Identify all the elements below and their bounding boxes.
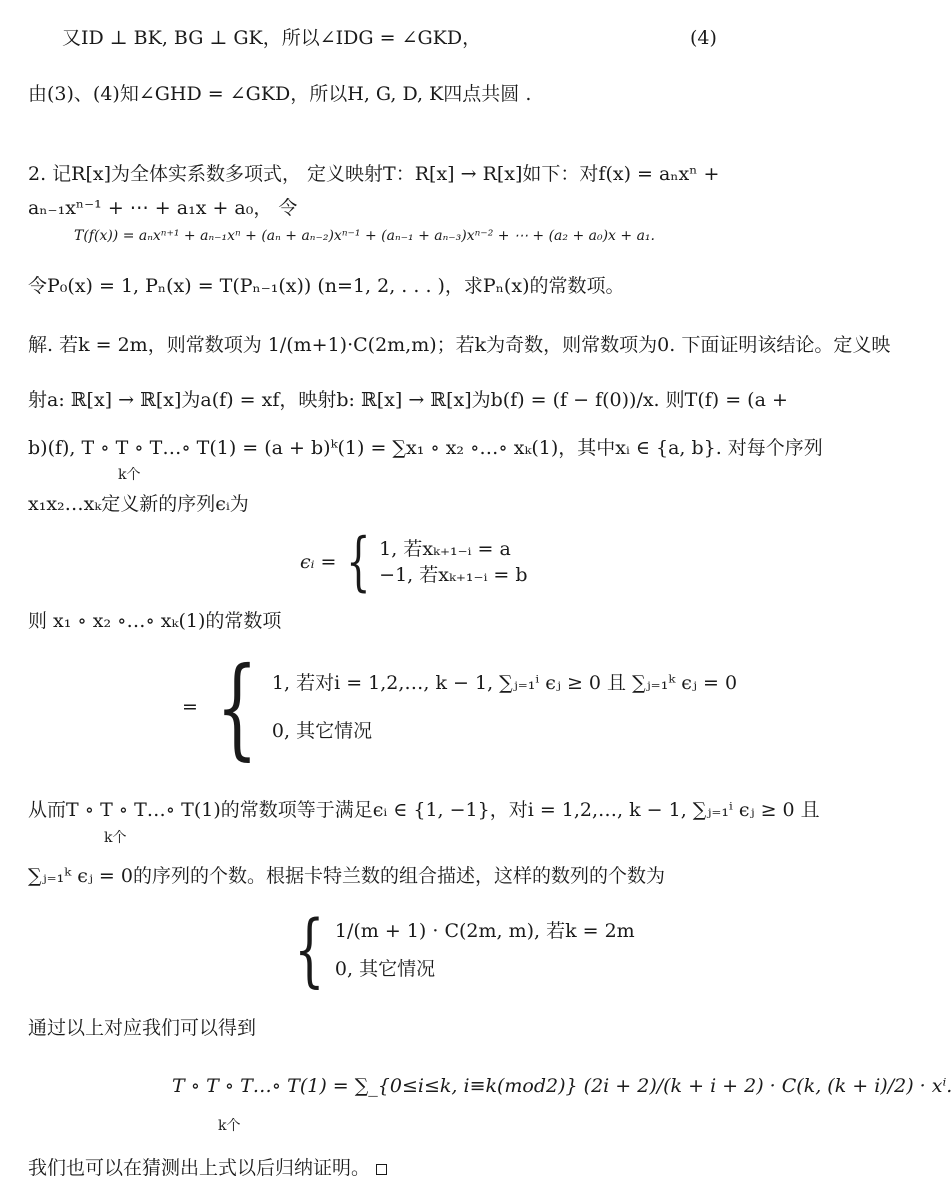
solution-line-4: x₁x₂…xₖ定义新的序列ϵᵢ为 <box>28 493 249 515</box>
problem-2-question: 令P₀(x) = 1, Pₙ(x) = T(Pₙ₋₁(x)) (n=1, 2, . . . )，求Pₙ(x)的常数项。 <box>28 275 625 297</box>
equation-tag-4: (4) <box>690 27 717 49</box>
solution-line-5: 则 x₁ ∘ x₂ ∘…∘ xₖ(1)的常数项 <box>28 610 282 632</box>
catalan-case-2: 0, 其它情况 <box>334 958 436 980</box>
underbrace-k-label-3: k个 <box>218 1118 241 1134</box>
constant-term-cases <box>182 643 738 771</box>
problem-2-polynomial: aₙ₋₁xⁿ⁻¹ + ⋯ + a₁x + a₀， 令 <box>28 197 298 219</box>
problem-2-statement: 2. 记R[x]为全体实系数多项式， 定义映射T：R[x] → R[x]如下：对f(x) = aₙxⁿ + <box>28 163 720 185</box>
left-brace-catalan: { <box>294 903 325 996</box>
solution-line-6: 从而T ∘ T ∘ T…∘ T(1)的常数项等于满足ϵᵢ ∈ {1, −1}，对i = 1,2,…, k − 1, ∑ⱼ₌₁ⁱ ϵⱼ ≥ 0 且 <box>28 799 820 821</box>
epsilon-definition <box>300 525 528 599</box>
catalan-cases <box>284 903 635 996</box>
underbrace-k-label-1: k个 <box>118 467 141 483</box>
constant-case-2: 0, 其它情况 <box>271 720 373 742</box>
underbrace-k-label-2: k个 <box>104 830 127 846</box>
left-brace: { <box>346 525 372 599</box>
left-brace-large: { <box>215 643 258 771</box>
constant-eq-sign: = <box>182 696 198 718</box>
solution-line-3: b)(f), T ∘ T ∘ T…∘ T(1) = (a + b)ᵏ(1) = ∑x₁ ∘ x₂ ∘…∘ xₖ(1)，其中xᵢ ∈ {a, b}. 对每个序列 <box>28 437 823 459</box>
map-t-definition: T(f(x)) = aₙxⁿ⁺¹ + aₙ₋₁xⁿ + (aₙ + aₙ₋₂)xⁿ⁻¹ + (aₙ₋₁ + aₙ₋₃)xⁿ⁻² + ⋯ + (a₂ + a₀)x + a₁. <box>74 228 655 244</box>
catalan-case-1: 1/(m + 1) · C(2m, m), 若k = 2m <box>334 920 635 942</box>
text-line-1: 又ID ⊥ BK, BG ⊥ GK，所以∠IDG = ∠GKD， <box>62 27 482 49</box>
conclusion-text: 我们也可以在猜测出上式以后归纳证明。 <box>28 1157 371 1179</box>
epsilon-lhs: ϵᵢ = <box>300 551 337 573</box>
solution-conclusion <box>28 1156 387 1180</box>
solution-line-8: 通过以上对应我们可以得到 <box>28 1017 257 1039</box>
qed-square-icon <box>376 1164 387 1175</box>
epsilon-case-b: −1, 若xₖ₊₁₋ᵢ = b <box>379 564 528 586</box>
solution-line-7: ∑ⱼ₌₁ᵏ ϵⱼ = 0的序列的个数。根据卡特兰数的组合描述，这样的数列的个数为 <box>28 865 665 887</box>
solution-line-1: 解. 若k = 2m，则常数项为 1/(m+1)·C(2m,m)；若k为奇数，则常数项为0. 下面证明该结论。定义映 <box>28 334 891 356</box>
epsilon-case-a: 1, 若xₖ₊₁₋ᵢ = a <box>379 538 511 560</box>
final-formula: T ∘ T ∘ T…∘ T(1) = ∑_{0≤i≤k, i≡k(mod2)} (2i + 2)/(k + i + 2) · C(k, (k + i)/2) · xⁱ. <box>172 1075 952 1097</box>
solution-line-2: 射a: ℝ[x] → ℝ[x]为a(f) = xf，映射b: ℝ[x] → ℝ[x]为b(f) = (f − f(0))/x. 则T(f) = (a + <box>28 389 788 411</box>
text-line-2: 由(3)、(4)知∠GHD = ∠GKD，所以H, G, D, K四点共圆 . <box>28 83 532 105</box>
constant-case-1: 1, 若对i = 1,2,…, k − 1, ∑ⱼ₌₁ⁱ ϵⱼ ≥ 0 且 ∑ⱼ₌₁ᵏ ϵⱼ = 0 <box>271 672 738 694</box>
